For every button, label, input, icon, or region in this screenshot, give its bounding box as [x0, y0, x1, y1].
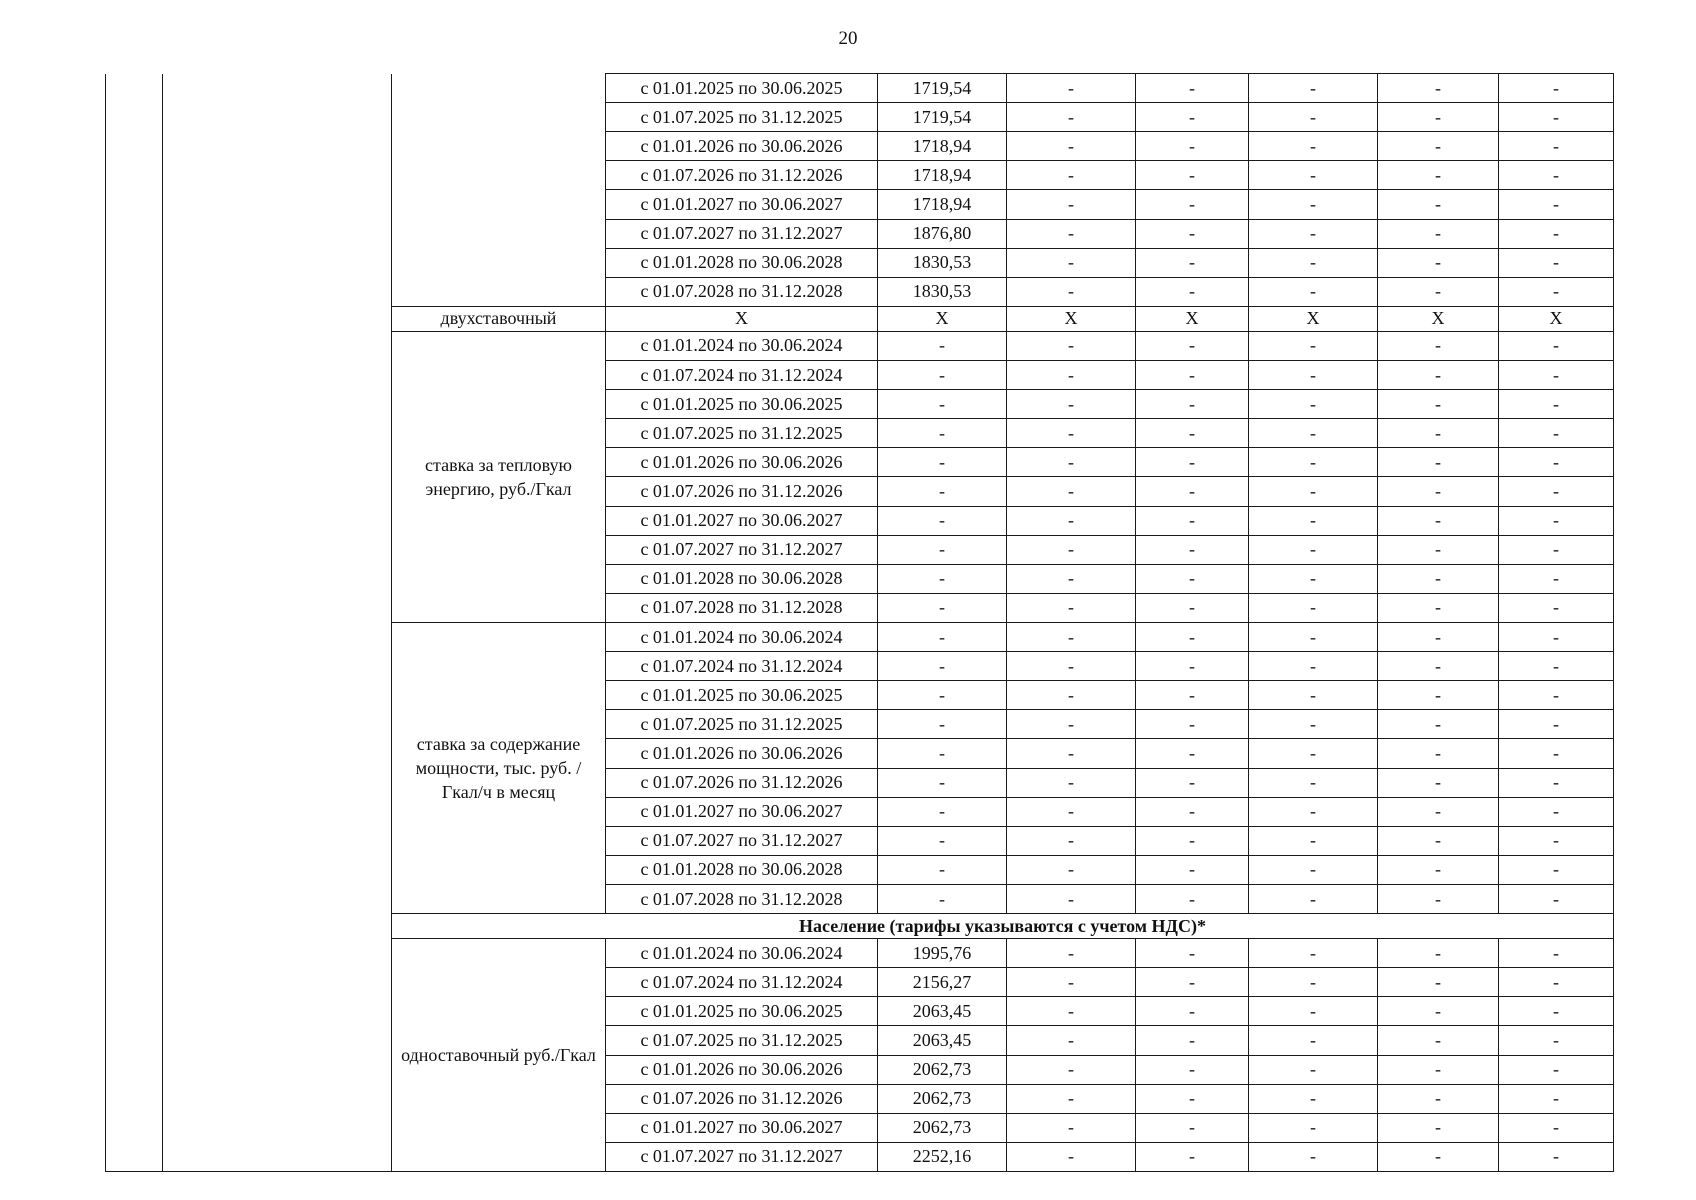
period-cell: с 01.01.2027 по 30.06.2027 — [606, 1113, 878, 1142]
period-cell: с 01.01.2027 по 30.06.2027 — [606, 506, 878, 535]
empty-value-cell: - — [1499, 652, 1614, 681]
empty-value-cell: - — [1249, 248, 1378, 277]
empty-value-cell: - — [1499, 103, 1614, 132]
empty-value-cell: - — [1136, 1142, 1249, 1171]
empty-value-cell: - — [1499, 390, 1614, 419]
empty-value-cell: - — [1136, 1055, 1249, 1084]
period-cell: с 01.07.2028 по 31.12.2028 — [606, 884, 878, 913]
tariff-value-cell: 2063,45 — [878, 997, 1007, 1026]
tariff-value-cell: - — [878, 390, 1007, 419]
page-number: 20 — [838, 28, 858, 49]
empty-value-cell: - — [1378, 132, 1499, 161]
period-cell: с 01.07.2027 по 31.12.2027 — [606, 219, 878, 248]
empty-value-cell: - — [1249, 448, 1378, 477]
empty-value-cell: - — [1136, 331, 1249, 360]
tariff-value-cell: - — [878, 448, 1007, 477]
empty-value-cell: - — [1007, 477, 1136, 506]
period-cell: с 01.07.2025 по 31.12.2025 — [606, 1026, 878, 1055]
empty-value-cell: - — [1499, 74, 1614, 103]
empty-value-cell: - — [1007, 161, 1136, 190]
period-cell: с 01.07.2026 по 31.12.2026 — [606, 477, 878, 506]
empty-value-cell: - — [1249, 622, 1378, 651]
empty-value-cell: - — [1499, 855, 1614, 884]
empty-value-cell: - — [1378, 968, 1499, 997]
period-cell: с 01.01.2024 по 30.06.2024 — [606, 331, 878, 360]
empty-value-cell: - — [1136, 884, 1249, 913]
period-cell: с 01.01.2026 по 30.06.2026 — [606, 448, 878, 477]
tariff-value-cell: - — [878, 419, 1007, 448]
tariff-table — [105, 73, 1614, 1172]
period-cell: с 01.01.2026 по 30.06.2026 — [606, 739, 878, 768]
empty-value-cell: - — [1136, 74, 1249, 103]
x-mark-cell: X — [1378, 306, 1499, 331]
empty-value-cell: - — [1499, 190, 1614, 219]
heat-rate-label: ставка за тепловую энергию, руб./Гкал — [392, 331, 606, 622]
empty-value-cell: - — [1007, 939, 1136, 968]
period-cell: с 01.07.2026 по 31.12.2026 — [606, 768, 878, 797]
empty-value-cell: - — [1499, 248, 1614, 277]
empty-value-cell: - — [1007, 1055, 1136, 1084]
empty-value-cell: - — [1136, 1026, 1249, 1055]
empty-value-cell: - — [1249, 855, 1378, 884]
empty-value-cell: - — [1136, 768, 1249, 797]
empty-value-cell: - — [1007, 103, 1136, 132]
empty-value-cell: - — [1378, 1026, 1499, 1055]
empty-value-cell: - — [1136, 360, 1249, 389]
empty-value-cell: - — [1249, 1055, 1378, 1084]
empty-value-cell: - — [1499, 710, 1614, 739]
tariff-value-cell: - — [878, 884, 1007, 913]
empty-value-cell: - — [1378, 248, 1499, 277]
empty-value-cell: - — [1378, 419, 1499, 448]
empty-value-cell: - — [1499, 506, 1614, 535]
empty-value-cell: - — [1007, 1113, 1136, 1142]
empty-value-cell: - — [1378, 506, 1499, 535]
empty-value-cell: - — [1007, 74, 1136, 103]
empty-value-cell: - — [1499, 448, 1614, 477]
empty-value-cell: - — [1499, 997, 1614, 1026]
period-cell: с 01.07.2026 по 31.12.2026 — [606, 1084, 878, 1113]
table-row — [106, 74, 1614, 103]
tariff-value-cell: - — [878, 826, 1007, 855]
tariff-value-cell: - — [878, 477, 1007, 506]
empty-value-cell: - — [1249, 477, 1378, 506]
period-cell: с 01.07.2027 по 31.12.2027 — [606, 826, 878, 855]
empty-value-cell: - — [1499, 477, 1614, 506]
empty-value-cell: - — [1499, 419, 1614, 448]
empty-value-cell: - — [1378, 161, 1499, 190]
empty-value-cell: - — [1007, 826, 1136, 855]
period-cell: с 01.01.2025 по 30.06.2025 — [606, 997, 878, 1026]
empty-value-cell: - — [1499, 331, 1614, 360]
empty-value-cell: - — [1007, 448, 1136, 477]
empty-value-cell: - — [1378, 190, 1499, 219]
empty-value-cell: - — [1249, 390, 1378, 419]
period-cell: с 01.07.2027 по 31.12.2027 — [606, 535, 878, 564]
period-cell: с 01.01.2024 по 30.06.2024 — [606, 622, 878, 651]
tariff-value-cell: - — [878, 622, 1007, 651]
empty-value-cell: - — [1007, 190, 1136, 219]
empty-value-cell: - — [1007, 768, 1136, 797]
x-mark-cell: X — [606, 306, 878, 331]
tariff-value-cell: - — [878, 855, 1007, 884]
empty-value-cell: - — [1136, 855, 1249, 884]
period-cell: с 01.07.2026 по 31.12.2026 — [606, 161, 878, 190]
org-name-cell — [163, 74, 392, 1172]
empty-value-cell: - — [1249, 593, 1378, 622]
empty-value-cell: - — [1249, 103, 1378, 132]
empty-value-cell: - — [1249, 968, 1378, 997]
empty-value-cell: - — [1249, 710, 1378, 739]
empty-value-cell: - — [1499, 622, 1614, 651]
tariff-value-cell: 2062,73 — [878, 1055, 1007, 1084]
empty-value-cell: - — [1007, 739, 1136, 768]
empty-value-cell: - — [1136, 997, 1249, 1026]
empty-value-cell: - — [1007, 968, 1136, 997]
empty-value-cell: - — [1007, 1026, 1136, 1055]
empty-value-cell: - — [1136, 277, 1249, 306]
empty-value-cell: - — [1378, 360, 1499, 389]
period-cell: с 01.01.2028 по 30.06.2028 — [606, 855, 878, 884]
empty-value-cell: - — [1378, 74, 1499, 103]
empty-value-cell: - — [1007, 360, 1136, 389]
empty-value-cell: - — [1136, 826, 1249, 855]
empty-value-cell: - — [1136, 622, 1249, 651]
tariff-value-cell: 2063,45 — [878, 1026, 1007, 1055]
capacity-rate-label: ставка за содержание мощности, тыс. руб. /Гкал/ч в месяц — [392, 622, 606, 913]
empty-value-cell: - — [1249, 652, 1378, 681]
empty-value-cell: - — [1499, 797, 1614, 826]
empty-value-cell: - — [1249, 132, 1378, 161]
empty-value-cell: - — [1249, 939, 1378, 968]
empty-value-cell: - — [1136, 939, 1249, 968]
empty-value-cell: - — [1007, 997, 1136, 1026]
empty-value-cell: - — [1378, 535, 1499, 564]
empty-value-cell: - — [1136, 132, 1249, 161]
empty-value-cell: - — [1007, 419, 1136, 448]
empty-value-cell: - — [1378, 797, 1499, 826]
empty-value-cell: - — [1378, 564, 1499, 593]
empty-value-cell: - — [1499, 564, 1614, 593]
empty-value-cell: - — [1378, 681, 1499, 710]
two-rate-label: двухставочный — [392, 306, 606, 331]
empty-value-cell: - — [1378, 997, 1499, 1026]
empty-value-cell: - — [1007, 535, 1136, 564]
tariff-value-cell: 1719,54 — [878, 103, 1007, 132]
x-mark-cell: X — [878, 306, 1007, 331]
empty-value-cell: - — [1499, 884, 1614, 913]
period-cell: с 01.01.2025 по 30.06.2025 — [606, 390, 878, 419]
empty-value-cell: - — [1007, 884, 1136, 913]
tariff-value-cell: - — [878, 652, 1007, 681]
empty-value-cell: - — [1378, 1113, 1499, 1142]
empty-value-cell: - — [1378, 448, 1499, 477]
empty-value-cell: - — [1249, 681, 1378, 710]
period-cell: с 01.07.2028 по 31.12.2028 — [606, 593, 878, 622]
empty-value-cell: - — [1499, 1055, 1614, 1084]
empty-value-cell: - — [1136, 535, 1249, 564]
empty-value-cell: - — [1378, 939, 1499, 968]
empty-value-cell: - — [1249, 74, 1378, 103]
empty-value-cell: - — [1499, 360, 1614, 389]
empty-value-cell: - — [1136, 161, 1249, 190]
empty-value-cell: - — [1136, 593, 1249, 622]
empty-value-cell: - — [1007, 622, 1136, 651]
empty-value-cell: - — [1499, 739, 1614, 768]
empty-value-cell: - — [1136, 968, 1249, 997]
empty-value-cell: - — [1136, 390, 1249, 419]
empty-value-cell: - — [1249, 1142, 1378, 1171]
tariff-value-cell: - — [878, 331, 1007, 360]
period-cell: с 01.01.2026 по 30.06.2026 — [606, 132, 878, 161]
period-cell: с 01.01.2028 по 30.06.2028 — [606, 564, 878, 593]
period-cell: с 01.07.2025 по 31.12.2025 — [606, 710, 878, 739]
empty-value-cell: - — [1249, 360, 1378, 389]
empty-value-cell: - — [1499, 161, 1614, 190]
empty-value-cell: - — [1249, 161, 1378, 190]
empty-value-cell: - — [1136, 248, 1249, 277]
period-cell: с 01.07.2024 по 31.12.2024 — [606, 652, 878, 681]
empty-value-cell: - — [1499, 593, 1614, 622]
empty-value-cell: - — [1007, 248, 1136, 277]
empty-value-cell: - — [1249, 997, 1378, 1026]
empty-value-cell: - — [1249, 331, 1378, 360]
empty-value-cell: - — [1249, 739, 1378, 768]
tariff-value-cell: - — [878, 797, 1007, 826]
empty-value-cell: - — [1499, 277, 1614, 306]
period-cell: с 01.07.2024 по 31.12.2024 — [606, 360, 878, 389]
empty-value-cell: - — [1007, 652, 1136, 681]
empty-value-cell: - — [1378, 739, 1499, 768]
empty-value-cell: - — [1136, 652, 1249, 681]
period-cell: с 01.07.2025 по 31.12.2025 — [606, 419, 878, 448]
empty-value-cell: - — [1249, 797, 1378, 826]
empty-value-cell: - — [1378, 103, 1499, 132]
tariff-value-cell: - — [878, 710, 1007, 739]
tariff-value-cell: 2156,27 — [878, 968, 1007, 997]
empty-value-cell: - — [1136, 564, 1249, 593]
empty-value-cell: - — [1136, 506, 1249, 535]
empty-value-cell: - — [1136, 448, 1249, 477]
tariff-value-cell: 1718,94 — [878, 132, 1007, 161]
empty-value-cell: - — [1378, 1084, 1499, 1113]
empty-value-cell: - — [1378, 768, 1499, 797]
empty-value-cell: - — [1499, 1084, 1614, 1113]
empty-value-cell: - — [1007, 593, 1136, 622]
empty-value-cell: - — [1499, 132, 1614, 161]
empty-value-cell: - — [1499, 1142, 1614, 1171]
empty-value-cell: - — [1249, 826, 1378, 855]
empty-value-cell: - — [1136, 419, 1249, 448]
tariff-value-cell: 2252,16 — [878, 1142, 1007, 1171]
empty-value-cell: - — [1249, 219, 1378, 248]
empty-value-cell: - — [1007, 506, 1136, 535]
tariff-value-cell: 1718,94 — [878, 161, 1007, 190]
empty-value-cell: - — [1007, 132, 1136, 161]
empty-value-cell: - — [1378, 477, 1499, 506]
tariff-value-cell: - — [878, 768, 1007, 797]
empty-value-cell: - — [1007, 855, 1136, 884]
x-mark-cell: X — [1136, 306, 1249, 331]
empty-value-cell: - — [1249, 1084, 1378, 1113]
tariff-value-cell: - — [878, 739, 1007, 768]
period-cell: с 01.01.2024 по 30.06.2024 — [606, 939, 878, 968]
org-number-cell — [106, 74, 163, 1172]
empty-value-cell: - — [1136, 797, 1249, 826]
tariff-value-cell: - — [878, 535, 1007, 564]
empty-value-cell: - — [1499, 535, 1614, 564]
tariff-value-cell: 1830,53 — [878, 248, 1007, 277]
empty-value-cell: - — [1249, 419, 1378, 448]
period-cell: с 01.01.2026 по 30.06.2026 — [606, 1055, 878, 1084]
empty-value-cell: - — [1007, 564, 1136, 593]
period-cell: с 01.07.2025 по 31.12.2025 — [606, 103, 878, 132]
empty-value-cell: - — [1499, 219, 1614, 248]
empty-value-cell: - — [1136, 190, 1249, 219]
empty-value-cell: - — [1499, 826, 1614, 855]
empty-value-cell: - — [1136, 1084, 1249, 1113]
empty-value-cell: - — [1249, 768, 1378, 797]
empty-value-cell: - — [1249, 884, 1378, 913]
x-mark-cell: X — [1249, 306, 1378, 331]
empty-value-cell: - — [1007, 1142, 1136, 1171]
empty-value-cell: - — [1378, 884, 1499, 913]
empty-value-cell: - — [1499, 1113, 1614, 1142]
empty-value-cell: - — [1007, 1084, 1136, 1113]
empty-value-cell: - — [1007, 390, 1136, 419]
empty-value-cell: - — [1136, 1113, 1249, 1142]
tariff-value-cell: 2062,73 — [878, 1084, 1007, 1113]
empty-value-cell: - — [1378, 390, 1499, 419]
tariff-value-cell: - — [878, 360, 1007, 389]
empty-value-cell: - — [1136, 739, 1249, 768]
empty-value-cell: - — [1136, 710, 1249, 739]
period-cell: с 01.01.2027 по 30.06.2027 — [606, 797, 878, 826]
empty-value-cell: - — [1378, 826, 1499, 855]
empty-value-cell: - — [1249, 277, 1378, 306]
empty-value-cell: - — [1378, 277, 1499, 306]
empty-value-cell: - — [1378, 331, 1499, 360]
tariff-value-cell: 1995,76 — [878, 939, 1007, 968]
empty-value-cell: - — [1378, 593, 1499, 622]
empty-value-cell: - — [1007, 797, 1136, 826]
empty-value-cell: - — [1136, 477, 1249, 506]
tariff-value-cell: 1718,94 — [878, 190, 1007, 219]
empty-value-cell: - — [1378, 710, 1499, 739]
population-rate-label: одноставочный руб./Гкал — [392, 939, 606, 1172]
period-cell: с 01.01.2025 по 30.06.2025 — [606, 681, 878, 710]
empty-value-cell: - — [1007, 331, 1136, 360]
tariff-value-cell: - — [878, 681, 1007, 710]
period-cell: с 01.01.2027 по 30.06.2027 — [606, 190, 878, 219]
empty-value-cell: - — [1007, 681, 1136, 710]
tariff-value-cell: 1876,80 — [878, 219, 1007, 248]
empty-value-cell: - — [1499, 1026, 1614, 1055]
empty-value-cell: - — [1378, 652, 1499, 681]
period-cell: с 01.07.2024 по 31.12.2024 — [606, 968, 878, 997]
empty-value-cell: - — [1378, 1142, 1499, 1171]
empty-value-cell: - — [1249, 535, 1378, 564]
period-cell: с 01.01.2025 по 30.06.2025 — [606, 74, 878, 103]
tariff-value-cell: 1719,54 — [878, 74, 1007, 103]
period-cell: с 01.07.2028 по 31.12.2028 — [606, 277, 878, 306]
empty-value-cell: - — [1249, 506, 1378, 535]
empty-value-cell: - — [1378, 855, 1499, 884]
period-cell: с 01.01.2028 по 30.06.2028 — [606, 248, 878, 277]
tariff-value-cell: 2062,73 — [878, 1113, 1007, 1142]
population-header: Население (тарифы указываются с учетом НДС)* — [392, 914, 1614, 939]
tariff-value-cell: 1830,53 — [878, 277, 1007, 306]
empty-value-cell: - — [1378, 622, 1499, 651]
empty-value-cell: - — [1249, 564, 1378, 593]
tariff-value-cell: - — [878, 593, 1007, 622]
empty-value-cell: - — [1007, 710, 1136, 739]
x-mark-cell: X — [1499, 306, 1614, 331]
tariff-value-cell: - — [878, 564, 1007, 593]
empty-value-cell: - — [1249, 1026, 1378, 1055]
period-cell: с 01.07.2027 по 31.12.2027 — [606, 1142, 878, 1171]
empty-value-cell: - — [1499, 939, 1614, 968]
empty-value-cell: - — [1499, 968, 1614, 997]
empty-value-cell: - — [1499, 681, 1614, 710]
empty-value-cell: - — [1007, 277, 1136, 306]
empty-value-cell: - — [1249, 1113, 1378, 1142]
rate-type-cell — [392, 74, 606, 307]
empty-value-cell: - — [1136, 681, 1249, 710]
empty-value-cell: - — [1499, 768, 1614, 797]
empty-value-cell: - — [1007, 219, 1136, 248]
empty-value-cell: - — [1378, 1055, 1499, 1084]
tariff-value-cell: - — [878, 506, 1007, 535]
empty-value-cell: - — [1136, 103, 1249, 132]
empty-value-cell: - — [1249, 190, 1378, 219]
empty-value-cell: - — [1378, 219, 1499, 248]
x-mark-cell: X — [1007, 306, 1136, 331]
empty-value-cell: - — [1136, 219, 1249, 248]
